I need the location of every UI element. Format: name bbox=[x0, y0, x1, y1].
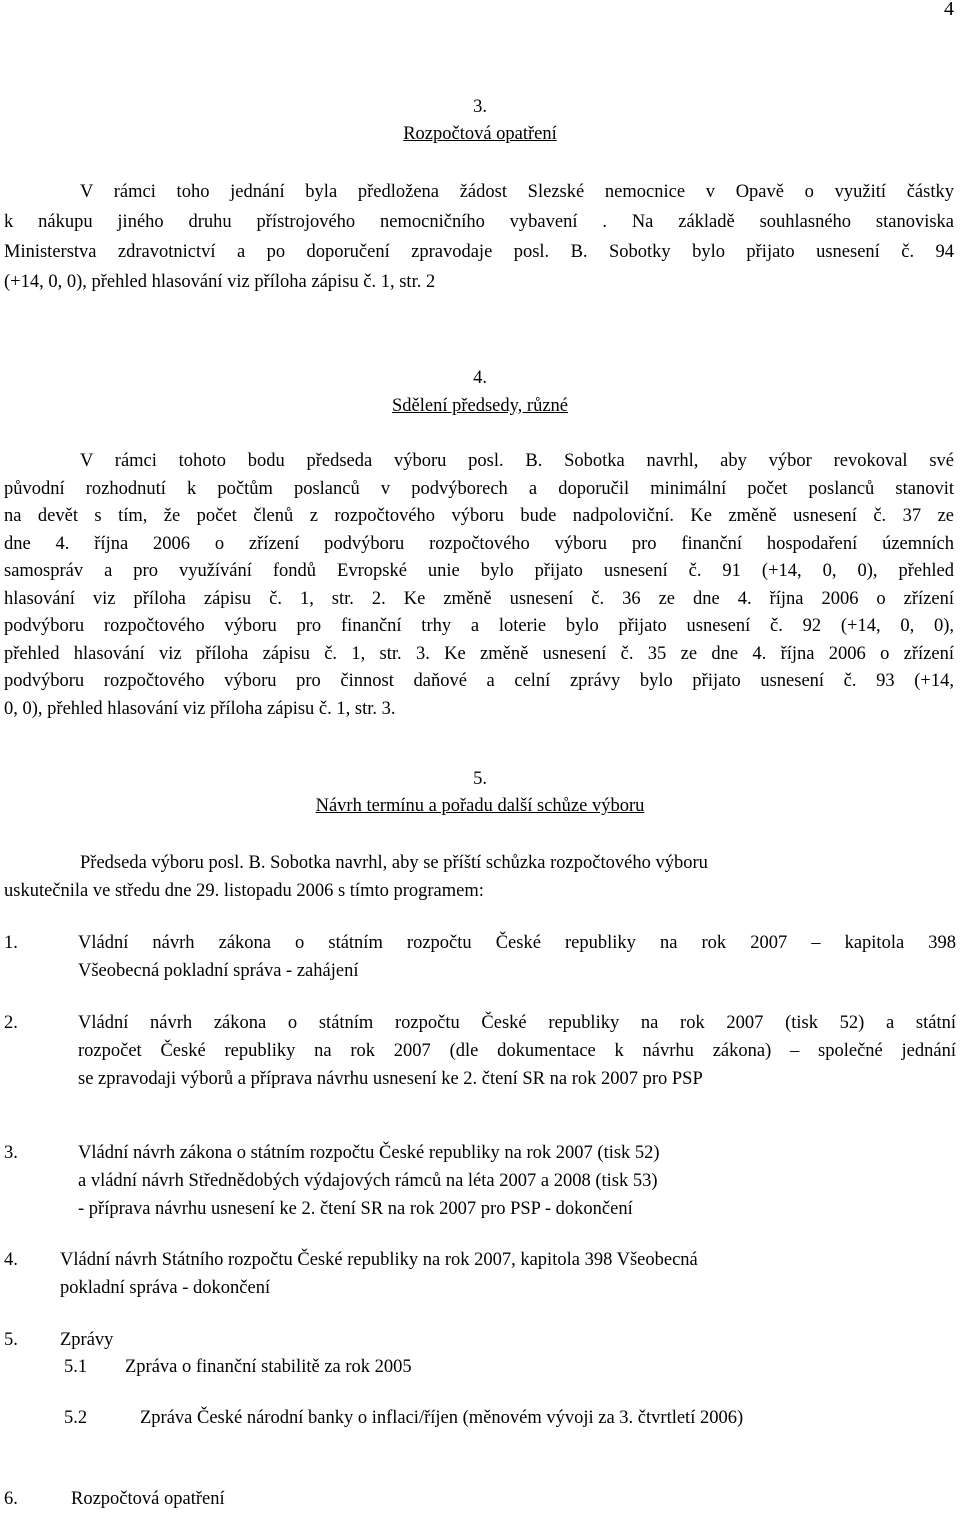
program-item-1 bbox=[4, 929, 956, 985]
program-item-6 bbox=[4, 1485, 956, 1513]
paragraph-line: V rámci toho jednání byla předložena žádost Slezské nemocnice v Opavě o využití částky bbox=[80, 182, 954, 202]
section-5-intro bbox=[4, 849, 954, 905]
section-5-number: 5. bbox=[473, 769, 487, 789]
item-number: 2. bbox=[4, 1013, 18, 1033]
program-item-3 bbox=[4, 1139, 956, 1223]
item-line: Vládní návrh zákona o státním rozpočtu České republiky na rok 2007 (tisk 52) a státní bbox=[78, 1013, 956, 1033]
program-item-5 bbox=[4, 1326, 956, 1354]
section-5-title: Návrh termínu a pořadu další schůze výboru bbox=[315, 796, 645, 816]
section-3-title: Rozpočtová opatření bbox=[403, 124, 557, 144]
item-number: 5.2 bbox=[64, 1408, 88, 1428]
section-3-number: 3. bbox=[473, 97, 487, 117]
section-4-number: 4. bbox=[473, 368, 487, 388]
item-number: 5.1 bbox=[64, 1357, 88, 1377]
paragraph-line: podvýboru rozpočtového výboru pro finanční trhy a loterie bylo přijato usnesení č. 92 (+14, 0, 0), bbox=[4, 616, 954, 636]
item-line: rozpočet České republiky na rok 2007 (dle dokumentace k návrhu zákona) – společné jednání bbox=[78, 1041, 956, 1061]
item-line: pokladní správa - dokončení bbox=[60, 1278, 271, 1298]
paragraph-line: dne 4. října 2006 o zřízení podvýboru rozpočtového výboru pro finanční hospodaření územních bbox=[4, 533, 954, 554]
item-line: Všeobecná pokladní správa - zahájení bbox=[78, 961, 359, 981]
item-line: - příprava návrhu usnesení ke 2. čtení SR na rok 2007 pro PSP - dokončení bbox=[78, 1199, 633, 1219]
item-number: 3. bbox=[4, 1143, 18, 1163]
paragraph-line: k nákupu jiného druhu přístrojového nemocničního vybavení . Na základě souhlasného stanoviska bbox=[4, 212, 954, 232]
paragraph-line: V rámci tohoto bodu předseda výboru posl. B. Sobotka navrhl, aby výbor revokoval své bbox=[80, 451, 954, 471]
program-item-4 bbox=[4, 1246, 956, 1302]
item-line: Zpráva České národní banky o inflaci/říjen (měnovém vývoji za 3. čtvrtletí 2006) bbox=[140, 1408, 744, 1428]
program-item-5-2 bbox=[64, 1404, 944, 1432]
paragraph-line: na devět s tím, že počet členů z rozpočtového výboru bude nadpoloviční. Ke změně usnesení č. 37 ze bbox=[4, 506, 954, 526]
program-item-5-1 bbox=[64, 1353, 944, 1381]
section-4-title: Sdělení předsedy, různé bbox=[391, 396, 569, 416]
paragraph-line: Předseda výboru posl. B. Sobotka navrhl, aby se příští schůzka rozpočtového výboru bbox=[80, 853, 708, 873]
program-item-2 bbox=[4, 1009, 956, 1093]
item-line: Vládní návrh Státního rozpočtu České republiky na rok 2007, kapitola 398 Všeobecná bbox=[60, 1250, 698, 1270]
paragraph-line: přehled hlasování viz příloha zápisu č. 1, str. 3. Ke změně usnesení č. 35 ze dne 4. října 2006 o zřízení bbox=[4, 643, 954, 664]
section-3-paragraph bbox=[4, 177, 954, 297]
paragraph-line: podvýboru rozpočtového výboru pro činnost daňové a celní zprávy bylo přijato usnesení č. 93 (+14, bbox=[4, 671, 954, 691]
item-line: Zprávy bbox=[60, 1330, 114, 1350]
item-number: 6. bbox=[4, 1489, 18, 1509]
paragraph-line: uskutečnila ve středu dne 29. listopadu 2006 s tímto programem: bbox=[4, 881, 484, 901]
item-line: Vládní návrh zákona o státním rozpočtu České republiky na rok 2007 – kapitola 398 bbox=[78, 933, 956, 953]
paragraph-line: Ministerstva zdravotnictví a po doporučení zpravodaje posl. B. Sobotky bylo přijato usnesení č. 94 bbox=[4, 242, 954, 262]
paragraph-line: samospráv a pro využívání fondů Evropské unie bylo přijato usnesení č. 91 (+14, 0, 0), přehled bbox=[4, 561, 954, 581]
section-4-paragraph bbox=[4, 448, 954, 723]
paragraph-line: 0, 0), přehled hlasování viz příloha zápisu č. 1, str. 3. bbox=[4, 698, 396, 719]
page-number: 4 bbox=[944, 0, 954, 20]
item-line: Zpráva o finanční stabilitě za rok 2005 bbox=[125, 1357, 412, 1377]
item-line: Rozpočtová opatření bbox=[71, 1489, 225, 1509]
item-line: Vládní návrh zákona o státním rozpočtu České republiky na rok 2007 (tisk 52) bbox=[78, 1143, 660, 1163]
item-line: a vládní návrh Střednědobých výdajových rámců na léta 2007 a 2008 (tisk 53) bbox=[78, 1171, 658, 1191]
paragraph-line: (+14, 0, 0), přehled hlasování viz příloha zápisu č. 1, str. 2 bbox=[4, 272, 436, 292]
item-number: 1. bbox=[4, 933, 18, 953]
paragraph-line: hlasování viz příloha zápisu č. 1, str. 2. Ke změně usnesení č. 36 ze dne 4. října 2006 o zřízení bbox=[4, 588, 954, 609]
paragraph-line: původní rozhodnutí k počtům poslanců v podvýborech a doporučil minimální počet poslanců stanovit bbox=[4, 478, 954, 499]
item-number: 5. bbox=[4, 1330, 18, 1350]
item-line: se zpravodaji výborů a příprava návrhu usnesení ke 2. čtení SR na rok 2007 pro PSP bbox=[78, 1069, 703, 1089]
item-number: 4. bbox=[4, 1250, 18, 1270]
